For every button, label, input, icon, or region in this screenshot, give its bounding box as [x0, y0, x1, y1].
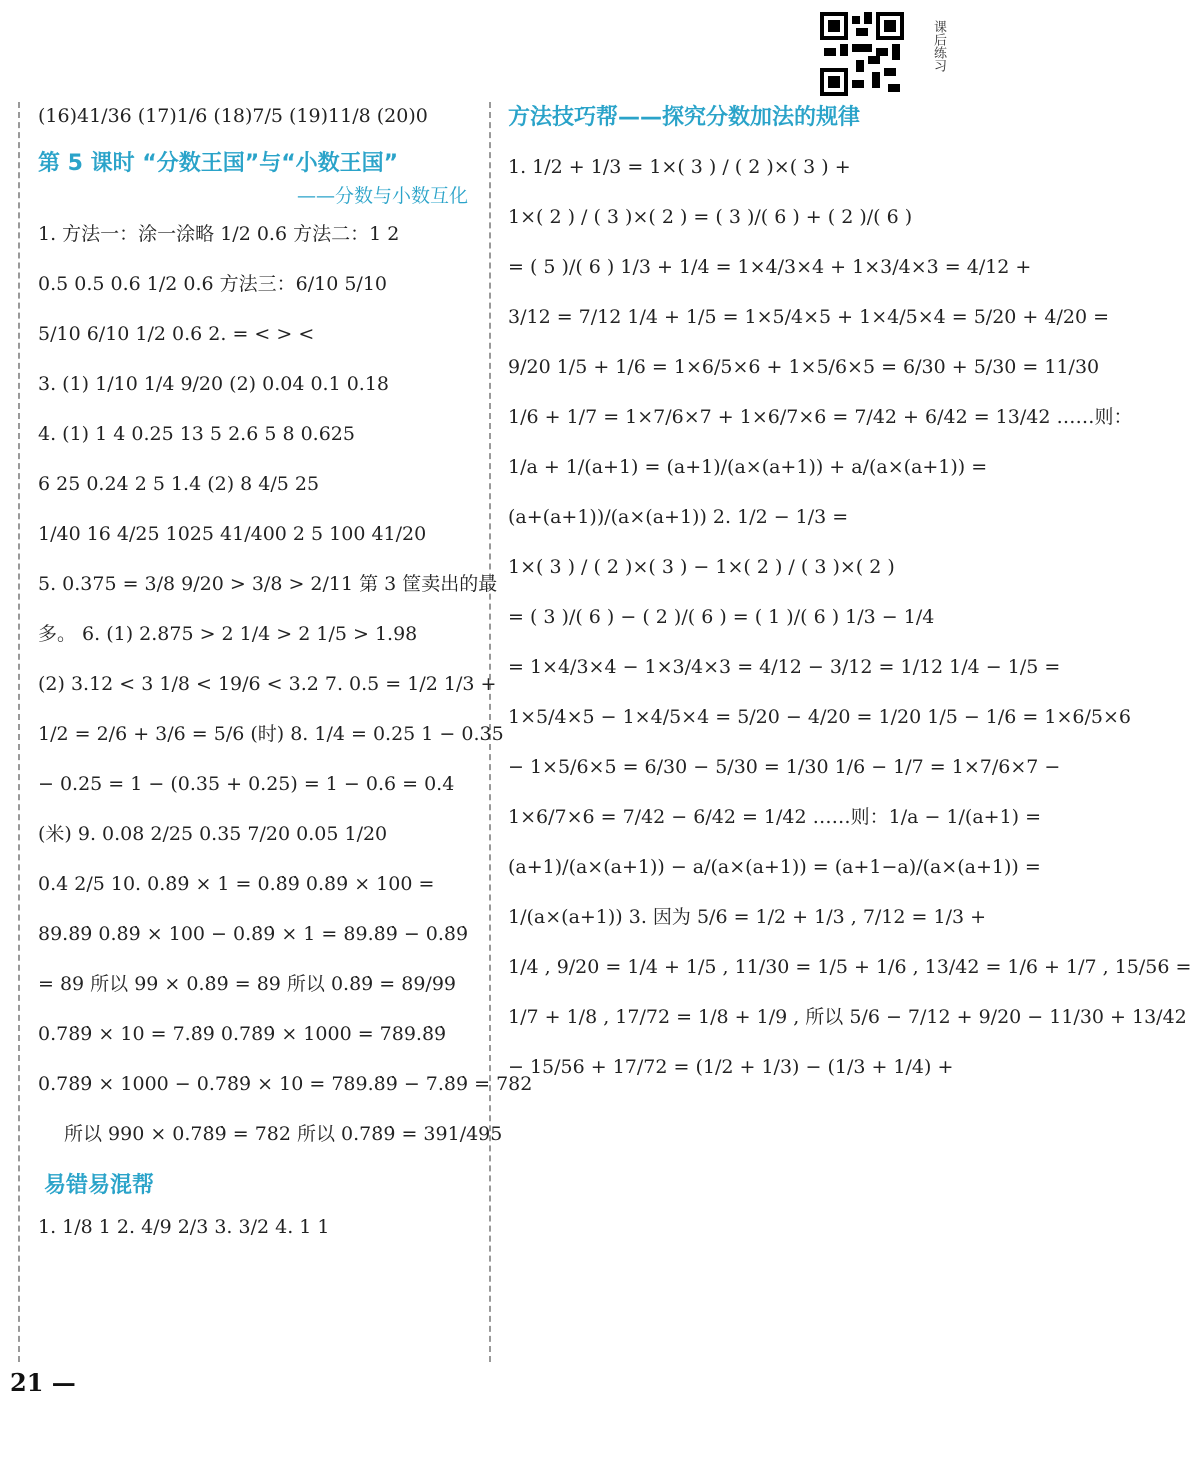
answer-line: 1/6 + 1/7 = 1×7/6×7 + 1×6/7×6 = 7/42 + 6/42 = 13/42 ……则： — [508, 406, 1133, 428]
right-column — [508, 100, 1191, 1101]
answer-line: 4. (1) 1 4 0.25 13 5 2.6 5 8 0.625 — [38, 423, 355, 445]
answer-line: (a+1)/(a×(a+1)) − a/(a×(a+1)) = (a+1−a)/(a×(a+1)) = — [508, 856, 1041, 878]
answer-line: 所以 990 × 0.78̇9̇ = 782 所以 0.78̇9̇ = 391/495 — [64, 1123, 503, 1145]
answer-line: (16)41/36 (17)1/6 (18)7/5 (19)11/8 (20)0 — [38, 105, 428, 127]
lesson-title: 第 5 课时 “分数王国”与“小数王国” — [38, 151, 399, 176]
answer-line: 1. 1/8 1 2. 4/9 2/3 3. 3/2 4. 1 1 — [38, 1216, 330, 1238]
answer-line: 1. 1/2 + 1/3 = 1×( 3 ) / ( 2 )×( 3 ) + — [508, 156, 851, 178]
answer-line: − 15/56 + 17/72 = (1/2 + 1/3) − (1/3 + 1/4) + — [508, 1056, 954, 1078]
answer-line: 3. (1) 1/10 1/4 9/20 (2) 0.04 0.1 0.18 — [38, 373, 390, 395]
answer-line: 3/12 = 7/12 1/4 + 1/5 = 1×5/4×5 + 1×4/5×4 = 5/20 + 4/20 = — [508, 306, 1110, 328]
answer-line: (米) 9. 0.08 2/25 0.35 7/20 0.05 1/20 — [38, 823, 388, 845]
answer-line: (a+(a+1))/(a×(a+1)) 2. 1/2 − 1/3 = — [508, 506, 849, 528]
left-column — [38, 100, 533, 1261]
answer-line: 89.8̇9̇ 0.8̇9̇ × 100 − 0.8̇9̇ × 1 = 89.8̇9̇ − 0.8̇9̇ — [38, 923, 469, 945]
answer-line: 5/10 6/10 1/2 0.6 2. = < > < — [38, 323, 315, 345]
answer-line: − 0.25 = 1 − (0.35 + 0.25) = 1 − 0.6 = 0.4 — [38, 773, 455, 795]
answer-line: 1/2 = 2/6 + 3/6 = 5/6 (时) 8. 1/4 = 0.25 1 − 0.35 — [38, 723, 504, 745]
answer-line: − 1×5/6×5 = 6/30 − 5/30 = 1/30 1/6 − 1/7 = 1×7/6×7 − — [508, 756, 1061, 778]
answer-line: 1/4 , 9/20 = 1/4 + 1/5 , 11/30 = 1/5 + 1/6 , 13/42 = 1/6 + 1/7 , 15/56 = — [508, 956, 1191, 978]
answer-line: 0.5 0.5 0.6 1/2 0.6 方法三：6/10 5/10 — [38, 273, 388, 295]
left-margin-rule — [18, 102, 20, 1362]
answer-line: (2) 3.12 < 3 1/8 < 19/6 < 3.2 7. 0.5 = 1/2 1/3 + — [38, 673, 497, 695]
answer-line: 0.78̇9̇ × 10 = 7.8̇9̇ 0.78̇9̇ × 1000 = 789.8̇9̇ — [38, 1023, 447, 1045]
answer-line: 0.4 2/5 10. 0.8̇9̇ × 1 = 0.8̇9̇ 0.8̇9̇ × 100 = — [38, 873, 435, 895]
lesson-subtitle: ——分数与小数互化 — [296, 185, 468, 207]
method-section-title: 方法技巧帮——探究分数加法的规律 — [508, 105, 861, 130]
answer-line: 6 25 0.24 2 5 1.4 (2) 8 4/5 25 — [38, 473, 320, 495]
answer-line: 1/40 16 4/25 1025 41/400 2 5 100 41/20 — [38, 523, 427, 545]
answer-line: 1/7 + 1/8 , 17/72 = 1/8 + 1/9 , 所以 5/6 − 7/12 + 9/20 − 11/30 + 13/42 — [508, 1006, 1187, 1028]
error-section-title: 易错易混帮 — [44, 1173, 155, 1198]
answer-line: 1×6/7×6 = 7/42 − 6/42 = 1/42 ……则：1/a − 1/(a+1) = — [508, 806, 1042, 828]
answer-line: 5. 0.375 = 3/8 9/20 > 3/8 > 2/11 第 3 筐卖出的最 — [38, 573, 498, 595]
answer-line: 1×( 3 ) / ( 2 )×( 3 ) − 1×( 2 ) / ( 3 )×( 2 ) — [508, 556, 895, 578]
answer-line: = 1×4/3×4 − 1×3/4×3 = 4/12 − 3/12 = 1/12 1/4 − 1/5 = — [508, 656, 1061, 678]
answer-line: = ( 3 )/( 6 ) − ( 2 )/( 6 ) = ( 1 )/( 6 ) 1/3 − 1/4 — [508, 606, 935, 628]
page-number: 21 — — [10, 1368, 76, 1397]
answer-line: 1×( 2 ) / ( 3 )×( 2 ) = ( 3 )/( 6 ) + ( 2 )/( 6 ) — [508, 206, 913, 228]
answer-line: 1. 方法一：涂一涂略 1/2 0.6 方法二：1 2 — [38, 223, 400, 245]
answer-line: 9/20 1/5 + 1/6 = 1×6/5×6 + 1×5/6×5 = 6/30 + 5/30 = 11/30 — [508, 356, 1100, 378]
answer-line: 0.78̇9̇ × 1000 − 0.78̇9̇ × 10 = 789.8̇9̇ − 7.8̇9̇ = 782 — [38, 1073, 533, 1095]
answer-line: 1/(a×(a+1)) 3. 因为 5/6 = 1/2 + 1/3 , 7/12 = 1/3 + — [508, 906, 987, 928]
qr-note: 课后练习 — [931, 20, 946, 72]
qr-code[interactable] — [820, 12, 904, 96]
answer-line: = ( 5 )/( 6 ) 1/3 + 1/4 = 1×4/3×4 + 1×3/4×3 = 4/12 + — [508, 256, 1032, 278]
answer-line: 1/a + 1/(a+1) = (a+1)/(a×(a+1)) + a/(a×(a+1)) = — [508, 456, 988, 478]
answer-line: 1×5/4×5 − 1×4/5×4 = 5/20 − 4/20 = 1/20 1/5 − 1/6 = 1×6/5×6 — [508, 706, 1131, 728]
answer-line: = 89 所以 99 × 0.8̇9̇ = 89 所以 0.8̇9̇ = 89/99 — [38, 973, 457, 995]
answer-line: 多。 6. (1) 2.875 > 2 1/4 > 2 1/5 > 1.98 — [38, 623, 418, 645]
